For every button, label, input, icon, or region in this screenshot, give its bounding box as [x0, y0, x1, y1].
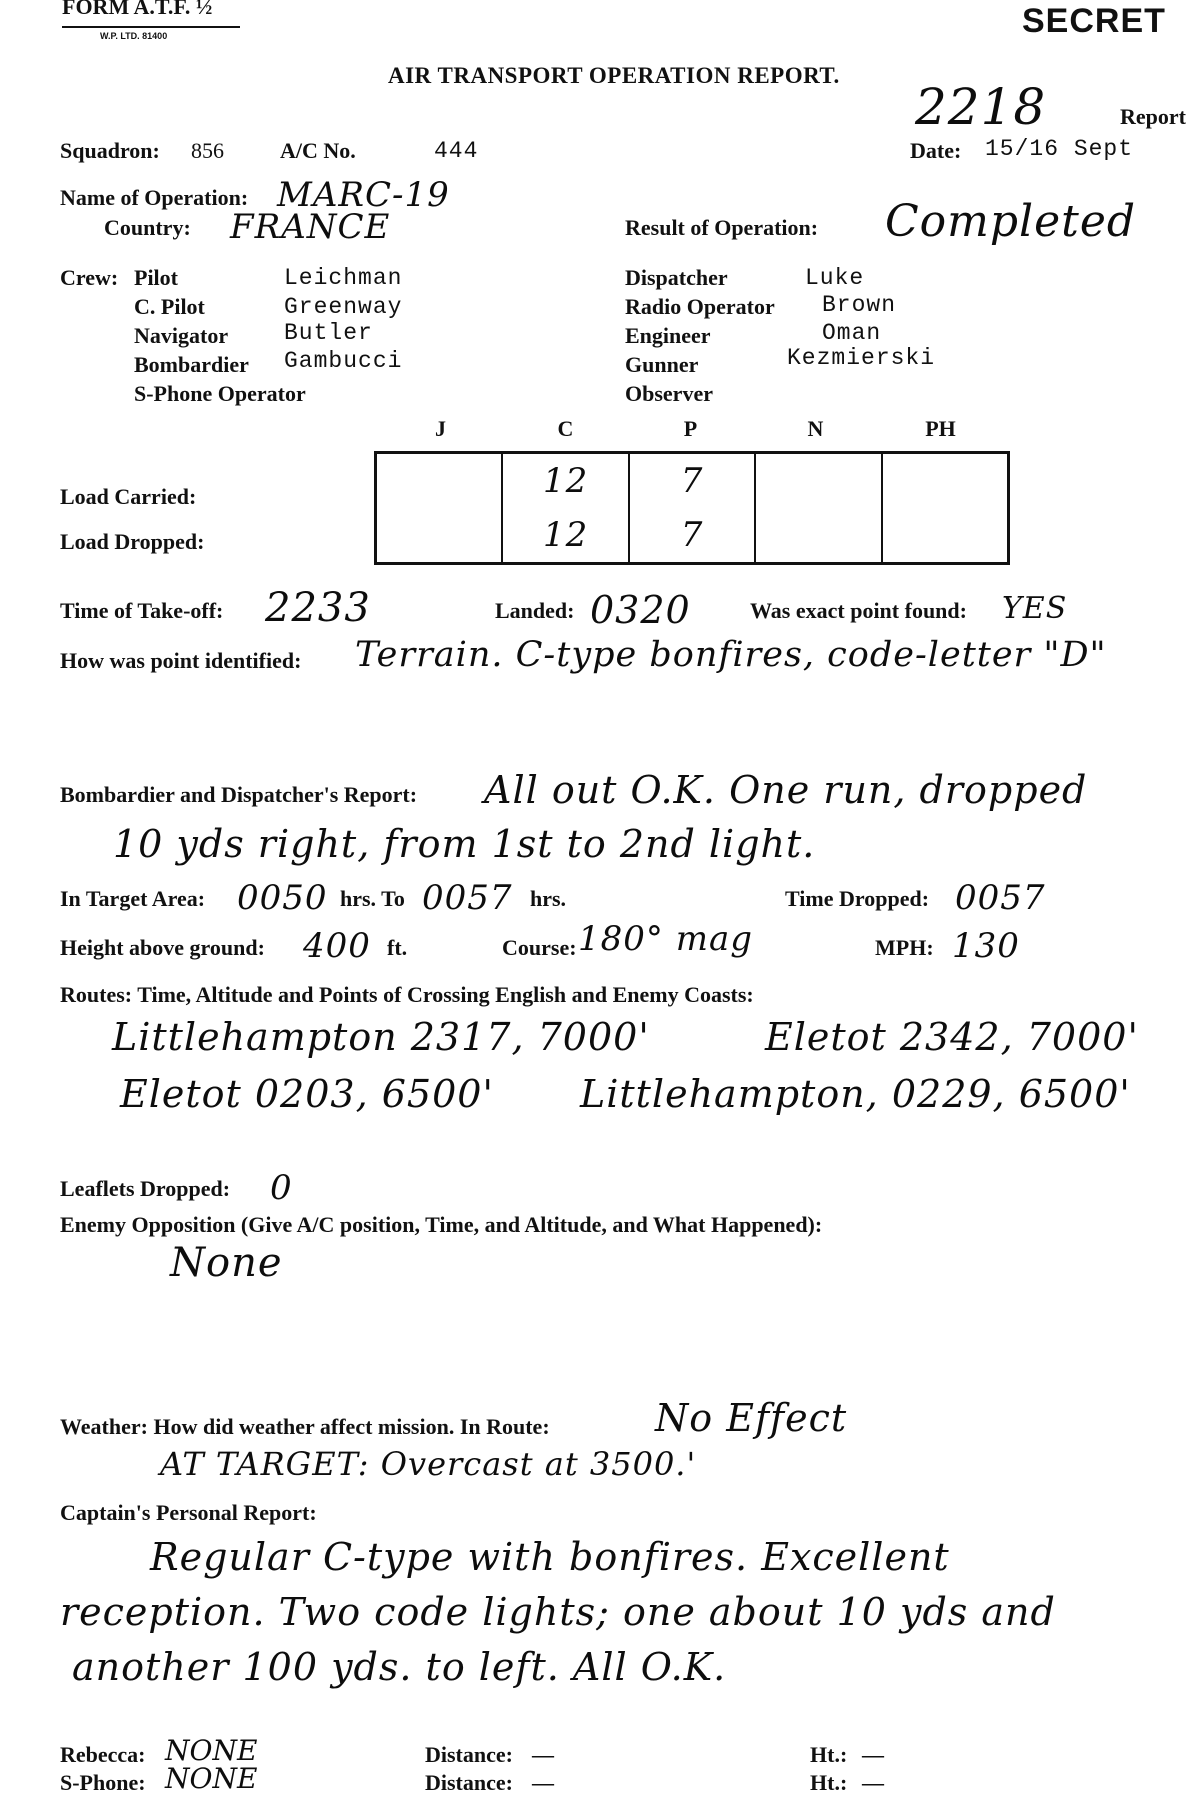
target-area-from: 0050	[237, 878, 328, 918]
captain-report-line1: Regular C-type with bonfires. Excellent	[150, 1535, 950, 1579]
load-col-c: C	[557, 416, 574, 441]
date-value: 15/16 Sept	[985, 136, 1134, 162]
form-printer-mark: W.P. LTD. 81400	[100, 31, 168, 41]
rebecca-distance-value: —	[532, 1742, 554, 1767]
operation-label: Name of Operation:	[60, 185, 249, 210]
sphone-distance-label: Distance:	[425, 1770, 513, 1795]
target-area-label: In Target Area:	[60, 886, 206, 911]
crew-name-navigator: Butler	[284, 320, 373, 346]
load-carried-p: 7	[629, 453, 755, 509]
crew-name-bombardier: Gambucci	[284, 348, 403, 374]
ac-no-label: A/C No.	[280, 138, 356, 163]
crew-name-pilot: Leichman	[284, 265, 403, 291]
sphone-value: NONE	[165, 1762, 258, 1795]
load-col-n: N	[807, 416, 824, 441]
load-carried-j	[376, 453, 503, 509]
operation-value: MARC-19	[277, 175, 450, 215]
routes-line1-b: Eletot 2342, 7000'	[765, 1015, 1139, 1059]
load-dropped-j	[376, 508, 503, 564]
crew-name-engineer: Oman	[822, 320, 882, 346]
exact-point-value: YES	[1002, 591, 1068, 626]
weather-at-target: AT TARGET: Overcast at 3500.'	[160, 1445, 697, 1483]
mph-label: MPH:	[875, 935, 934, 960]
crew-role-copilot: C. Pilot	[134, 294, 205, 319]
height-label: Height above ground:	[60, 935, 265, 960]
target-area-hrs-to: hrs. To	[340, 886, 405, 911]
time-dropped-value: 0057	[955, 878, 1046, 918]
rebecca-label: Rebecca:	[60, 1742, 146, 1767]
captain-report-line3: another 100 yds. to left. All O.K.	[72, 1645, 727, 1689]
load-col-p: P	[683, 416, 698, 441]
target-area-to: 0057	[422, 878, 513, 918]
load-carried-row	[376, 453, 1009, 509]
secret-stamp: SECRET	[1022, 2, 1166, 40]
ac-no-value: 444	[434, 138, 479, 164]
rebecca-ht-value: —	[862, 1742, 884, 1767]
captain-report-label: Captain's Personal Report:	[60, 1500, 317, 1525]
load-carried-label: Load Carried:	[60, 484, 197, 509]
point-identified-label: How was point identified:	[60, 648, 302, 673]
crew-role-dispatcher: Dispatcher	[625, 265, 728, 290]
report-label: Report	[1120, 104, 1186, 129]
point-identified-value: Terrain. C-type bonfires, code-letter "D"	[355, 635, 1107, 675]
course-value: 180° mag	[578, 919, 753, 959]
bombardier-report-line1: All out O.K. One run, dropped	[484, 768, 1088, 812]
load-dropped-n	[755, 508, 881, 564]
crew-name-copilot: Greenway	[284, 294, 403, 320]
form-id: FORM A.T.F. ½	[62, 0, 213, 19]
takeoff-value: 2233	[265, 585, 371, 631]
bombardier-report-label: Bombardier and Dispatcher's Report:	[60, 782, 418, 807]
country-label: Country:	[104, 215, 191, 240]
crew-role-observer: Observer	[625, 381, 713, 406]
load-col-j: J	[435, 416, 446, 441]
routes-line1-a: Littlehampton 2317, 7000'	[112, 1015, 650, 1059]
date-label: Date:	[910, 138, 962, 163]
report-number: 2218	[915, 78, 1047, 136]
load-dropped-c: 12	[502, 508, 629, 564]
routes-label: Routes: Time, Altitude and Points of Crossing English and Enemy Coasts:	[60, 982, 754, 1007]
target-area-hrs: hrs.	[530, 886, 567, 911]
crew-role-gunner: Gunner	[625, 352, 699, 377]
leaflets-value: 0	[270, 1168, 293, 1208]
sphone-ht-label: Ht.:	[810, 1770, 848, 1795]
landed-value: 0320	[590, 588, 691, 632]
load-dropped-row	[376, 508, 1009, 564]
crew-role-radio: Radio Operator	[625, 294, 775, 319]
routes-line2-b: Littlehampton, 0229, 6500'	[580, 1072, 1131, 1116]
mph-value: 130	[952, 926, 1020, 966]
height-unit: ft.	[387, 935, 408, 960]
rebecca-distance-label: Distance:	[425, 1742, 513, 1767]
leaflets-label: Leaflets Dropped:	[60, 1176, 231, 1201]
captain-report-line2: reception. Two code lights; one about 10 yds and	[60, 1590, 1056, 1634]
rebecca-value: NONE	[165, 1734, 258, 1767]
form-id-underline	[62, 26, 240, 28]
enemy-value: None	[170, 1240, 283, 1286]
bombardier-report-line2: 10 yds right, from 1st to 2nd light.	[113, 822, 816, 866]
result-label: Result of Operation:	[625, 215, 819, 240]
weather-label: Weather: How did weather affect mission. In Route:	[60, 1414, 550, 1439]
enemy-label: Enemy Opposition (Give A/C position, Time, and Altitude, and What Happened):	[60, 1212, 823, 1237]
landed-label: Landed:	[495, 598, 575, 623]
load-carried-n	[755, 453, 881, 509]
routes-line2-a: Eletot 0203, 6500'	[120, 1072, 494, 1116]
crew-role-navigator: Navigator	[134, 323, 229, 348]
crew-name-radio: Brown	[822, 292, 897, 318]
crew-label: Crew:	[60, 265, 119, 290]
load-col-ph: PH	[925, 416, 956, 441]
crew-role-engineer: Engineer	[625, 323, 711, 348]
crew-role-bombardier: Bombardier	[134, 352, 249, 377]
squadron-label: Squadron:	[60, 138, 160, 163]
sphone-label: S-Phone:	[60, 1770, 146, 1795]
load-table	[374, 451, 1010, 565]
load-carried-ph	[882, 453, 1009, 509]
squadron-value: 856	[191, 138, 224, 163]
sphone-distance-value: —	[532, 1770, 554, 1795]
height-value: 400	[303, 926, 371, 966]
weather-in-route: No Effect	[655, 1396, 848, 1440]
result-value: Completed	[885, 196, 1137, 247]
exact-point-label: Was exact point found:	[750, 598, 967, 623]
load-carried-c: 12	[502, 453, 629, 509]
load-dropped-label: Load Dropped:	[60, 529, 205, 554]
takeoff-label: Time of Take-off:	[60, 598, 224, 623]
page-title: AIR TRANSPORT OPERATION REPORT.	[388, 63, 840, 88]
load-dropped-ph	[882, 508, 1009, 564]
crew-name-dispatcher: Luke	[805, 265, 865, 291]
sphone-ht-value: —	[862, 1770, 884, 1795]
time-dropped-label: Time Dropped:	[785, 886, 930, 911]
course-label: Course:	[502, 935, 577, 960]
country-value: FRANCE	[230, 207, 391, 247]
crew-name-gunner: Kezmierski	[787, 345, 936, 371]
load-dropped-p: 7	[629, 508, 755, 564]
rebecca-ht-label: Ht.:	[810, 1742, 848, 1767]
crew-role-pilot: Pilot	[134, 265, 178, 290]
crew-role-sphone: S-Phone Operator	[134, 381, 306, 406]
